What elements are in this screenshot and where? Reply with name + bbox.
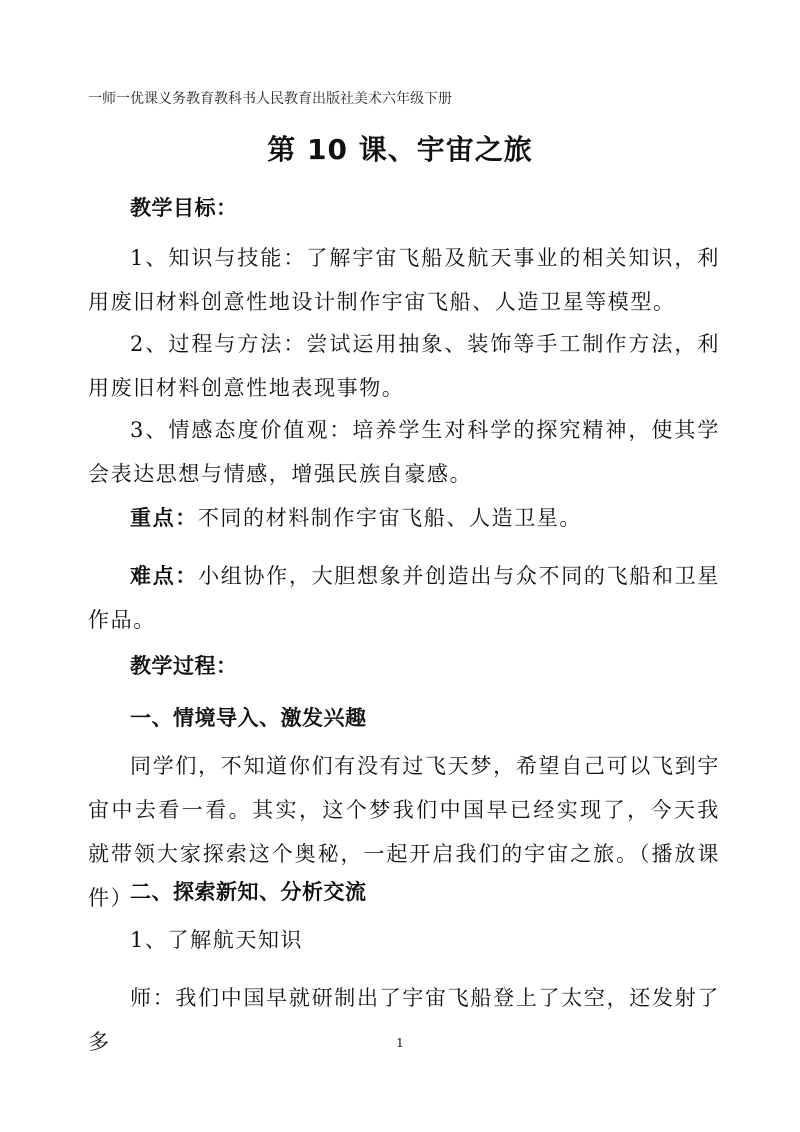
part1-heading: 一、情境导入、激发兴趣 [130, 706, 367, 730]
key-text: 不同的材料制作宇宙飞船、人造卫星。 [197, 506, 583, 530]
page-number: 1 [396, 1036, 404, 1050]
running-header: 一师一优课义务教育教科书人民教育出版社美术六年级下册 [88, 91, 452, 107]
part2-heading: 二、探索新知、分析交流 [130, 880, 367, 904]
process-heading: 教学过程： [130, 654, 238, 678]
part2-text: 师：我们中国早就研制出了宇宙飞船登上了太空，还发射了多 [88, 986, 720, 1054]
difficulty-text: 小组协作，大胆想象并创造出与众不同的飞船和卫星作品。 [88, 564, 720, 632]
key-label: 重点： [130, 506, 198, 530]
objectives-heading: 教学目标： [130, 196, 238, 220]
part1-text: 同学们，不知道你们有没有过飞天梦，希望自己可以飞到宇宙中去看一看。其实，这个梦我们中国早已经实现了，今天我就带领大家探索这个奥秘，一起开启我们的宇宙之旅。（播放课件） [88, 754, 720, 910]
difficulty-label: 难点： [130, 564, 199, 588]
key-point [88, 496, 720, 540]
part2-subheading: 1、了解航天知识 [130, 928, 304, 952]
objective-1: 1、知识与技能：了解宇宙飞船及航天事业的相关知识，利用废旧材料创意性地设计制作宇宙飞船、人造卫星等模型。 [88, 246, 720, 314]
difficulty-point [88, 554, 720, 642]
page-title: 第 10 课、宇宙之旅 [267, 133, 533, 166]
objective-3: 3、情感态度价值观：培养学生对科学的探究精神，使其学会表达思想与情感，增强民族自豪感。 [88, 418, 720, 486]
objective-2: 2、过程与方法：尝试运用抽象、装饰等手工制作方法，利用废旧材料创意性地表现事物。 [88, 332, 720, 400]
